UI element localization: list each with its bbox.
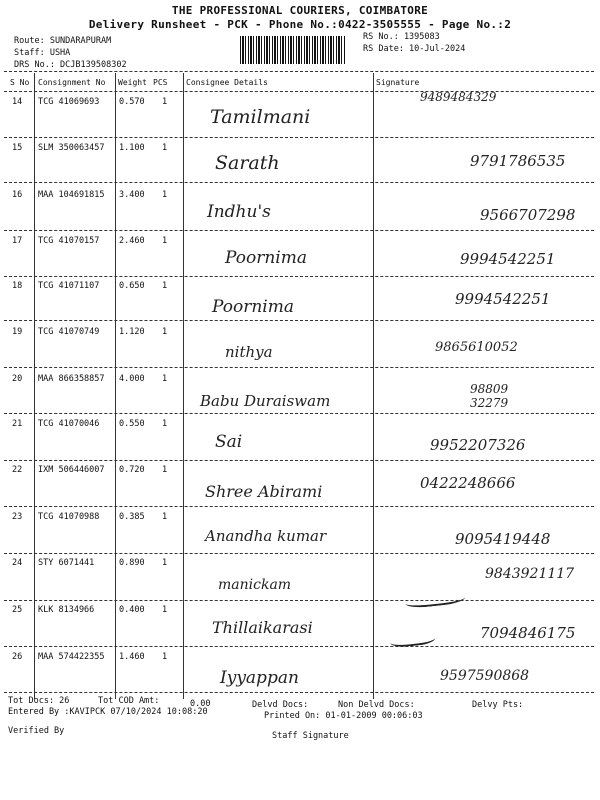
- row-consignee: Iyyappan: [220, 668, 299, 688]
- row-pcs: 1: [162, 374, 168, 384]
- row-weight: 1.120: [119, 327, 145, 337]
- row-signature: 9994542251: [460, 250, 556, 268]
- verified-by: Verified By: [8, 726, 65, 736]
- row-serial: 21: [12, 419, 23, 429]
- row-weight: 0.890: [119, 558, 145, 568]
- row-consignee: Tamilmani: [210, 106, 311, 128]
- column-divider: [34, 73, 35, 699]
- row-weight: 0.650: [119, 281, 145, 291]
- row-pcs: 1: [162, 465, 168, 475]
- row-serial: 22: [12, 465, 23, 475]
- row-weight: 0.400: [119, 605, 145, 615]
- row-pcs: 1: [162, 419, 168, 429]
- column-header-signature: Signature: [376, 78, 420, 87]
- row-serial: 19: [12, 327, 23, 337]
- row-signature: 9566707298: [480, 206, 576, 224]
- staff-signature: Staff Signature: [272, 731, 349, 741]
- delivered-docs: Delvd Docs:: [252, 700, 309, 710]
- row-consignee: Poornima: [225, 248, 307, 268]
- row-divider: [4, 137, 594, 138]
- row-pcs: 1: [162, 605, 168, 615]
- row-consignee: Shree Abirami: [205, 482, 323, 501]
- row-signature: 9489484329: [420, 90, 497, 104]
- row-pcs: 1: [162, 558, 168, 568]
- row-signature: 7094846175: [480, 624, 576, 642]
- row-signature: 9843921117: [485, 566, 575, 582]
- row-divider: [4, 553, 594, 554]
- row-divider: [4, 276, 594, 277]
- row-weight: 1.100: [119, 143, 145, 153]
- column-header-consignee: Consignee Details: [186, 78, 268, 87]
- row-consignment: TCG 41070157: [38, 236, 100, 246]
- row-consignment: IXM 506446007: [38, 465, 105, 475]
- barcode-image: [240, 36, 346, 64]
- row-consignment: KLK 8134966: [38, 605, 95, 615]
- total-cod-amount: 0.00: [190, 699, 211, 709]
- row-serial: 23: [12, 512, 23, 522]
- row-consignee: Thillaikarasi: [212, 618, 313, 637]
- row-serial: 15: [12, 143, 23, 153]
- row-consignee: nithya: [225, 343, 273, 361]
- row-consignee: Indhu's: [207, 202, 271, 222]
- row-weight: 1.460: [119, 652, 145, 662]
- rs-number: RS No.: 1395083: [363, 32, 440, 42]
- row-serial: 26: [12, 652, 23, 662]
- row-pcs: 1: [162, 652, 168, 662]
- row-consignment: MAA 866358857: [38, 374, 105, 384]
- row-signature: 9597590868: [440, 668, 530, 684]
- column-divider: [183, 73, 184, 699]
- row-signature: 9994542251: [455, 290, 551, 308]
- row-consignment: MAA 574422355: [38, 652, 105, 662]
- total-docs: Tot Docs: 26: [8, 696, 70, 706]
- row-weight: 0.570: [119, 97, 145, 107]
- row-consignee: Sai: [215, 432, 243, 452]
- row-divider: [4, 230, 594, 231]
- table-bottom-rule: [4, 692, 594, 693]
- column-header-consignment: Consignment No: [38, 78, 106, 87]
- row-weight: 0.720: [119, 465, 145, 475]
- row-signature: 9791786535: [470, 152, 566, 170]
- signature-scribble: [405, 588, 471, 607]
- row-pcs: 1: [162, 97, 168, 107]
- row-serial: 18: [12, 281, 23, 291]
- row-weight: 2.460: [119, 236, 145, 246]
- row-signature: 9095419448: [455, 530, 551, 548]
- row-pcs: 1: [162, 236, 168, 246]
- row-signature: 98809 32279: [470, 382, 509, 410]
- row-consignment: TCG 41070749: [38, 327, 100, 337]
- printed-on: Printed On: 01-01-2009 00:06:03: [264, 711, 423, 721]
- staff-label: Staff: USHA: [14, 48, 71, 58]
- row-pcs: 1: [162, 190, 168, 200]
- row-consignment: TCG 41070046: [38, 419, 100, 429]
- delivery-points: Delvy Pts:: [472, 700, 524, 710]
- row-pcs: 1: [162, 512, 168, 522]
- company-name: THE PROFESSIONAL COURIERS, COIMBATORE: [171, 4, 429, 17]
- row-consignment: TCG 41070988: [38, 512, 100, 522]
- row-divider: [4, 320, 594, 321]
- table-header-rule: [4, 91, 594, 92]
- row-weight: 0.385: [119, 512, 145, 522]
- row-serial: 16: [12, 190, 23, 200]
- row-consignee: Babu Duraiswam: [200, 392, 331, 410]
- row-serial: 20: [12, 374, 23, 384]
- column-header-weight: Weight: [118, 78, 147, 87]
- row-serial: 17: [12, 236, 23, 246]
- row-divider: [4, 506, 594, 507]
- row-serial: 25: [12, 605, 23, 615]
- table-top-rule: [4, 71, 594, 72]
- non-delivered-docs: Non Delvd Docs:: [338, 700, 415, 710]
- row-serial: 14: [12, 97, 23, 107]
- route-label: Route: SUNDARAPURAM: [14, 36, 112, 46]
- column-divider: [115, 73, 116, 699]
- rs-date: RS Date: 10-Jul-2024: [363, 44, 466, 54]
- row-consignment: SLM 350063457: [38, 143, 105, 153]
- row-signature: 9952207326: [430, 436, 526, 454]
- row-signature: 9865610052: [435, 340, 518, 355]
- row-divider: [4, 646, 594, 647]
- row-serial: 24: [12, 558, 23, 568]
- row-divider: [4, 600, 594, 601]
- row-consignee: Poornima: [212, 297, 294, 317]
- row-pcs: 1: [162, 327, 168, 337]
- signature-scribble: [390, 628, 441, 647]
- row-consignee: Anandha kumar: [205, 527, 327, 545]
- total-cod-label: Tot COD Amt:: [98, 696, 160, 706]
- entered-by: Entered By :KAVIPCK 07/10/2024 10:08:20: [8, 707, 208, 717]
- row-weight: 3.400: [119, 190, 145, 200]
- row-signature: 0422248666: [420, 474, 516, 492]
- row-weight: 0.550: [119, 419, 145, 429]
- row-divider: [4, 413, 594, 414]
- row-consignee: manickam: [218, 577, 292, 593]
- column-header-pcs: PCS: [153, 78, 168, 87]
- column-header-sno: S No: [10, 78, 30, 87]
- row-consignment: TCG 41069693: [38, 97, 100, 107]
- row-consignment: MAA 104691815: [38, 190, 105, 200]
- row-pcs: 1: [162, 143, 168, 153]
- column-divider: [373, 73, 374, 699]
- row-consignment: STY 6071441: [38, 558, 95, 568]
- drs-number: DRS No.: DCJB139508302: [14, 60, 127, 70]
- row-weight: 4.000: [119, 374, 145, 384]
- runsheet-title: Delivery Runsheet - PCK - Phone No.:0422-3505555 - Page No.:2: [88, 18, 512, 31]
- row-divider: [4, 367, 594, 368]
- row-divider: [4, 182, 594, 183]
- row-consignee: Sarath: [215, 152, 280, 174]
- row-consignment: TCG 41071107: [38, 281, 100, 291]
- row-divider: [4, 460, 594, 461]
- row-pcs: 1: [162, 281, 168, 291]
